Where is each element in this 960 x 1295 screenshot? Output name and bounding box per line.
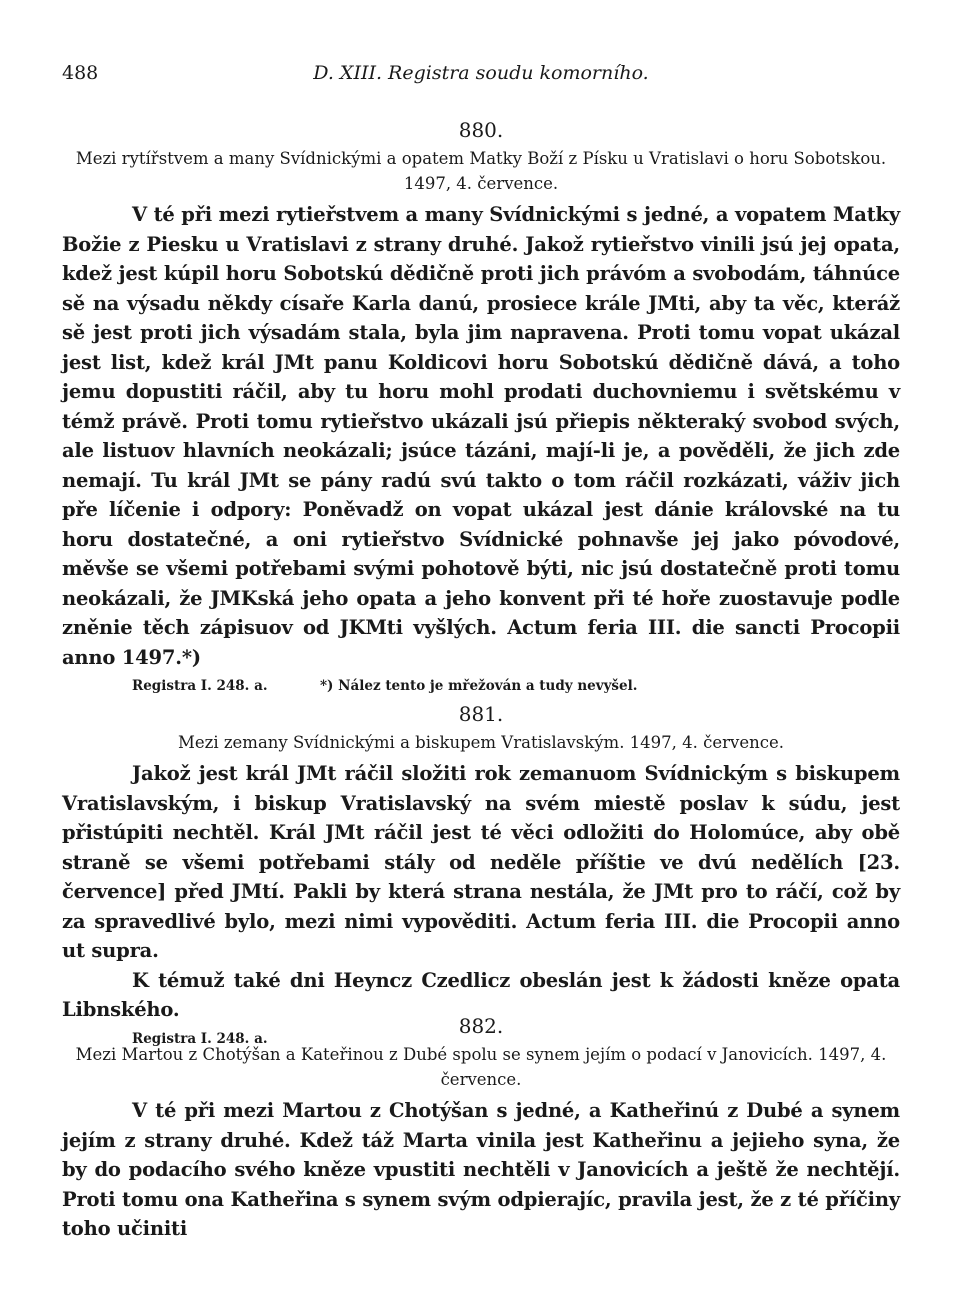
page-number: 488	[62, 62, 99, 84]
registry-reference: Registra I. 248. a.	[132, 1030, 268, 1047]
entry-heading: Mezi rytířstvem a many Svídnickými a opatem Matky Boží z Písku u Vratislavi o horu Sobotskou. 1497, 4. července.	[75, 149, 887, 193]
entry-881	[62, 700, 900, 1047]
entry-882	[62, 1012, 900, 1244]
entry-paragraph: V té při mezi rytieřstvem a many Svídnickými s jedné, a vopatem Matky Božie z Piesku u Vratislavi z strany druhé. Jakož rytieřstvo vinili jsú jej opata, kdež jest kúpil horu Sobotskú dědičně proti jich právóm a svobodám, táhnúce sě na výsadu někdy císaře Karla danú, prosiece krále JMti, aby ta věc, kteráž sě jest proti jich výsadám stala, byla jim napravena. Proti tomu vopat ukázal jest list, kdež král JMt panu Koldicovi horu Sobotskú dědičně dává, a toho jemu dopustiti ráčil, aby tu horu mohl prodati duchovniemu i světskému v témž právě. Proti tomu rytieřstvo ukázali jsú přiepis některaký svobod svých, ale listuov hlavních neokázali; jsúce tázáni, mají-li je, a pověděli, že jich zde nemají. Tu král JMt se pány radú svú takto o tom ráčil rozkázati, váživ jich pře líčenie i odpory: Poněvadž on vopat ukázal jest dánie královské na tu horu dostatečné, a oni rytieřstvo Svídnické pohnavše jej jako póvodové, měvše se všemi potřebami svými pohotově býti, nic jsú dostatečně proti tomu neokázali, že JMKská jeho opata a jeho konvent při té hoře zuostavuje podle zněnie těch zápisuov od JKMti vyšlých. Actum feria III. die sancti Procopii anno 1497.*)	[62, 203, 900, 669]
entry-heading: Mezi zemany Svídnickými a biskupem Vratislavským. 1497, 4. července.	[177, 733, 785, 752]
entry-number: 880.	[458, 118, 504, 142]
entry-number: 882.	[458, 1014, 504, 1038]
footnote: *) Nález tento je mřežován a tudy nevyšel.	[320, 678, 638, 694]
entry-heading: Mezi Martou z Chotýšan a Kateřinou z Dubé spolu se synem jejím o podací v Janovicích. 1497, 4. července.	[75, 1045, 887, 1089]
entry-number: 881.	[458, 702, 504, 726]
entry-paragraph: K témuž také dni Heyncz Czedlicz obeslán jest k žádosti kněze opata Libnského.	[62, 968, 900, 1021]
entry-notes	[62, 672, 900, 696]
entry-880	[62, 116, 900, 696]
registry-reference: Registra I. 248. a.	[132, 678, 268, 694]
running-title: D. XIII. Registra soudu komorního.	[313, 62, 649, 84]
entry-paragraph: V té při mezi Martou z Chotýšan s jedné, a Katheřinú z Dubé a synem jejím z strany druhé. Kdež táž Marta vinila jest Katheřinu a jejieho syna, že by do podacího svého kněze vpustiti nechtěli v Janovicích a ještě že nechtějí. Proti tomu ona Katheřina s synem svým odpierajíc, pravila jest, že z té příčiny toho učiniti	[62, 1099, 900, 1240]
running-head	[62, 62, 900, 92]
entry-paragraph: Jakož jest král JMt ráčil složiti rok zemanuom Svídnickým s biskupem Vratislavským, i biskup Vratislavský na svém miestě poslav k súdu, jest přistúpiti nechtěl. Král JMt ráčil jest té věci odložiti do Holomúce, aby obě straně se všemi potřebami stály od neděle příštie ve dvú nedělích [23. července] před JMtí. Pakli by která strana nestála, že JMt pro to ráčí, což by za spravedlivé bylo, mezi nimi vypověditi. Actum feria III. die Procopii anno ut supra.	[62, 762, 900, 962]
